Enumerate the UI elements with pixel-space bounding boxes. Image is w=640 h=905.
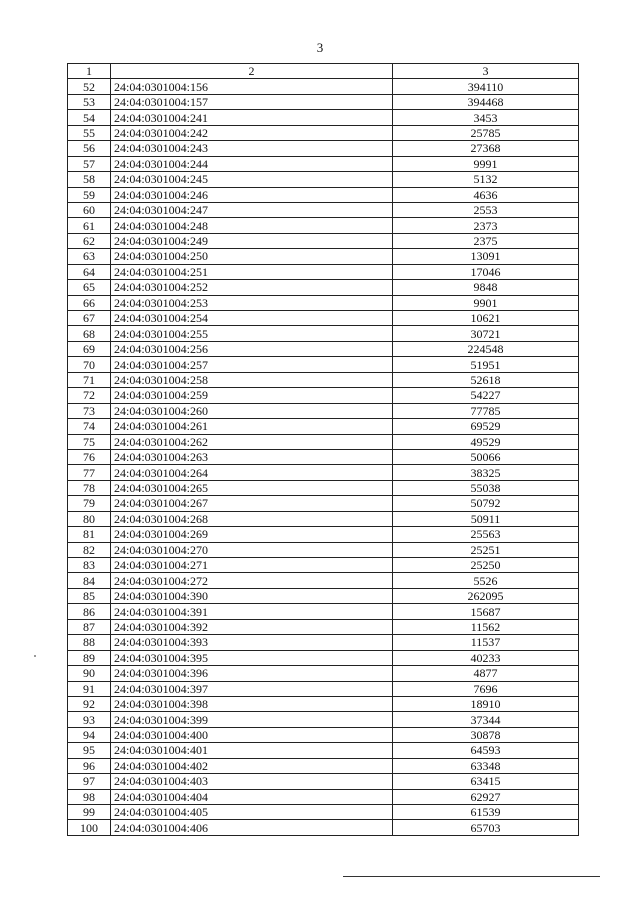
value-cell: 49529 [393,434,579,449]
value-cell: 52618 [393,372,579,387]
row-number-cell: 92 [68,696,111,711]
table-row [68,789,579,804]
value-cell: 51951 [393,357,579,372]
cadastral-number-cell: 24:04:0301004:392 [111,619,393,634]
page-number: 3 [316,40,324,55]
row-number-cell: 99 [68,805,111,820]
table-row [68,465,579,480]
row-number-cell: 67 [68,311,111,326]
cadastral-number-cell: 24:04:0301004:258 [111,372,393,387]
column-header-1: 1 [68,64,111,79]
table-row [68,419,579,434]
table-row [68,573,579,588]
row-number-cell: 66 [68,295,111,310]
table-row [68,141,579,156]
row-number-cell: 100 [68,820,111,835]
row-number-cell: 71 [68,372,111,387]
cadastral-number-cell: 24:04:0301004:399 [111,712,393,727]
value-cell: 5526 [393,573,579,588]
cadastral-number-cell: 24:04:0301004:248 [111,218,393,233]
column-header-3: 3 [393,64,579,79]
row-number-cell: 78 [68,480,111,495]
row-number-cell: 98 [68,789,111,804]
table-row [68,650,579,665]
row-number-cell: 84 [68,573,111,588]
table-row [68,280,579,295]
table-header-row [68,64,579,79]
row-number-cell: 55 [68,125,111,140]
row-number-cell: 94 [68,727,111,742]
cadastral-number-cell: 24:04:0301004:260 [111,403,393,418]
footer-line [343,876,600,877]
cadastral-number-cell: 24:04:0301004:243 [111,141,393,156]
value-cell: 77785 [393,403,579,418]
table-row [68,311,579,326]
cadastral-number-cell: 24:04:0301004:241 [111,110,393,125]
cadastral-number-cell: 24:04:0301004:272 [111,573,393,588]
cadastral-number-cell: 24:04:0301004:270 [111,542,393,557]
value-cell: 55038 [393,480,579,495]
cadastral-number-cell: 24:04:0301004:269 [111,527,393,542]
cadastral-number-cell: 24:04:0301004:262 [111,434,393,449]
table-row [68,511,579,526]
table-row [68,264,579,279]
cadastral-number-cell: 24:04:0301004:393 [111,635,393,650]
table-row [68,743,579,758]
value-cell: 13091 [393,249,579,264]
row-number-cell: 57 [68,156,111,171]
table-row [68,218,579,233]
value-cell: 9991 [393,156,579,171]
row-number-cell: 83 [68,558,111,573]
row-number-cell: 74 [68,419,111,434]
row-number-cell: 91 [68,681,111,696]
value-cell: 3453 [393,110,579,125]
cadastral-number-cell: 24:04:0301004:257 [111,357,393,372]
value-cell: 63415 [393,774,579,789]
table-container [67,63,579,836]
table-row [68,681,579,696]
row-number-cell: 96 [68,758,111,773]
row-number-cell: 79 [68,496,111,511]
value-cell: 17046 [393,264,579,279]
column-header-2: 2 [111,64,393,79]
cadastral-number-cell: 24:04:0301004:403 [111,774,393,789]
value-cell: 37344 [393,712,579,727]
value-cell: 25250 [393,558,579,573]
row-number-cell: 73 [68,403,111,418]
value-cell: 9901 [393,295,579,310]
row-number-cell: 97 [68,774,111,789]
table-row [68,696,579,711]
row-number-cell: 52 [68,79,111,94]
row-number-cell: 82 [68,542,111,557]
row-number-cell: 65 [68,280,111,295]
table-row [68,172,579,187]
cadastral-number-cell: 24:04:0301004:250 [111,249,393,264]
value-cell: 64593 [393,743,579,758]
row-number-cell: 75 [68,434,111,449]
cadastral-number-cell: 24:04:0301004:256 [111,341,393,356]
table-row [68,434,579,449]
value-cell: 30878 [393,727,579,742]
value-cell: 38325 [393,465,579,480]
cadastral-number-cell: 24:04:0301004:264 [111,465,393,480]
row-number-cell: 86 [68,604,111,619]
cadastral-number-cell: 24:04:0301004:246 [111,187,393,202]
table-row [68,326,579,341]
table-row [68,588,579,603]
table-row [68,94,579,109]
table-row [68,233,579,248]
table-row [68,542,579,557]
cadastral-number-cell: 24:04:0301004:156 [111,79,393,94]
row-number-cell: 58 [68,172,111,187]
row-number-cell: 61 [68,218,111,233]
table-row [68,727,579,742]
table-row [68,187,579,202]
cadastral-number-cell: 24:04:0301004:402 [111,758,393,773]
table-row [68,619,579,634]
cadastral-number-cell: 24:04:0301004:397 [111,681,393,696]
row-number-cell: 77 [68,465,111,480]
table-row [68,403,579,418]
row-number-cell: 69 [68,341,111,356]
cadastral-number-cell: 24:04:0301004:242 [111,125,393,140]
value-cell: 62927 [393,789,579,804]
value-cell: 2553 [393,202,579,217]
row-number-cell: 64 [68,264,111,279]
row-number-cell: 81 [68,527,111,542]
row-number-cell: 60 [68,202,111,217]
cadastral-number-cell: 24:04:0301004:390 [111,588,393,603]
cadastral-number-cell: 24:04:0301004:401 [111,743,393,758]
cadastral-number-cell: 24:04:0301004:251 [111,264,393,279]
value-cell: 69529 [393,419,579,434]
value-cell: 2375 [393,233,579,248]
row-number-cell: 87 [68,619,111,634]
cadastral-number-cell: 24:04:0301004:268 [111,511,393,526]
scan-speck [34,655,36,657]
table-row [68,558,579,573]
value-cell: 50066 [393,449,579,464]
row-number-cell: 95 [68,743,111,758]
table-row [68,496,579,511]
value-cell: 30721 [393,326,579,341]
table-row [68,820,579,835]
table-body [68,79,579,835]
cadastral-number-cell: 24:04:0301004:395 [111,650,393,665]
table-row [68,805,579,820]
row-number-cell: 63 [68,249,111,264]
cadastral-number-cell: 24:04:0301004:267 [111,496,393,511]
value-cell: 2373 [393,218,579,233]
table-row [68,295,579,310]
cadastral-number-cell: 24:04:0301004:249 [111,233,393,248]
cadastral-number-cell: 24:04:0301004:405 [111,805,393,820]
cadastral-number-cell: 24:04:0301004:244 [111,156,393,171]
row-number-cell: 89 [68,650,111,665]
row-number-cell: 68 [68,326,111,341]
table-row [68,604,579,619]
value-cell: 18910 [393,696,579,711]
row-number-cell: 56 [68,141,111,156]
cadastral-number-cell: 24:04:0301004:245 [111,172,393,187]
value-cell: 25785 [393,125,579,140]
table-row [68,372,579,387]
cadastral-number-cell: 24:04:0301004:255 [111,326,393,341]
table-row [68,79,579,94]
row-number-cell: 54 [68,110,111,125]
cadastral-number-cell: 24:04:0301004:398 [111,696,393,711]
value-cell: 11537 [393,635,579,650]
table-row [68,125,579,140]
cadastral-number-cell: 24:04:0301004:400 [111,727,393,742]
table-row [68,527,579,542]
cadastral-number-cell: 24:04:0301004:265 [111,480,393,495]
row-number-cell: 80 [68,511,111,526]
value-cell: 394468 [393,94,579,109]
row-number-cell: 53 [68,94,111,109]
cadastral-number-cell: 24:04:0301004:396 [111,666,393,681]
row-number-cell: 70 [68,357,111,372]
value-cell: 394110 [393,79,579,94]
table-row [68,774,579,789]
value-cell: 65703 [393,820,579,835]
cadastral-number-cell: 24:04:0301004:247 [111,202,393,217]
value-cell: 4877 [393,666,579,681]
table-row [68,341,579,356]
table-row [68,712,579,727]
value-cell: 63348 [393,758,579,773]
value-cell: 25563 [393,527,579,542]
row-number-cell: 93 [68,712,111,727]
table-row [68,249,579,264]
cadastral-number-cell: 24:04:0301004:263 [111,449,393,464]
value-cell: 262095 [393,588,579,603]
row-number-cell: 72 [68,388,111,403]
row-number-cell: 59 [68,187,111,202]
cadastral-number-cell: 24:04:0301004:157 [111,94,393,109]
row-number-cell: 76 [68,449,111,464]
value-cell: 40233 [393,650,579,665]
value-cell: 15687 [393,604,579,619]
cadastral-number-cell: 24:04:0301004:254 [111,311,393,326]
data-table [67,63,579,836]
value-cell: 10621 [393,311,579,326]
row-number-cell: 62 [68,233,111,248]
cadastral-number-cell: 24:04:0301004:253 [111,295,393,310]
table-row [68,758,579,773]
value-cell: 25251 [393,542,579,557]
table-row [68,388,579,403]
value-cell: 9848 [393,280,579,295]
value-cell: 4636 [393,187,579,202]
table-row [68,357,579,372]
cadastral-number-cell: 24:04:0301004:404 [111,789,393,804]
value-cell: 61539 [393,805,579,820]
row-number-cell: 90 [68,666,111,681]
table-row [68,635,579,650]
row-number-cell: 88 [68,635,111,650]
value-cell: 5132 [393,172,579,187]
table-row [68,110,579,125]
cadastral-number-cell: 24:04:0301004:259 [111,388,393,403]
table-row [68,202,579,217]
value-cell: 50911 [393,511,579,526]
value-cell: 224548 [393,341,579,356]
value-cell: 27368 [393,141,579,156]
table-row [68,156,579,171]
row-number-cell: 85 [68,588,111,603]
table-row [68,666,579,681]
cadastral-number-cell: 24:04:0301004:261 [111,419,393,434]
cadastral-number-cell: 24:04:0301004:391 [111,604,393,619]
cadastral-number-cell: 24:04:0301004:271 [111,558,393,573]
value-cell: 11562 [393,619,579,634]
table-row [68,480,579,495]
cadastral-number-cell: 24:04:0301004:252 [111,280,393,295]
cadastral-number-cell: 24:04:0301004:406 [111,820,393,835]
value-cell: 54227 [393,388,579,403]
table-row [68,449,579,464]
value-cell: 7696 [393,681,579,696]
value-cell: 50792 [393,496,579,511]
